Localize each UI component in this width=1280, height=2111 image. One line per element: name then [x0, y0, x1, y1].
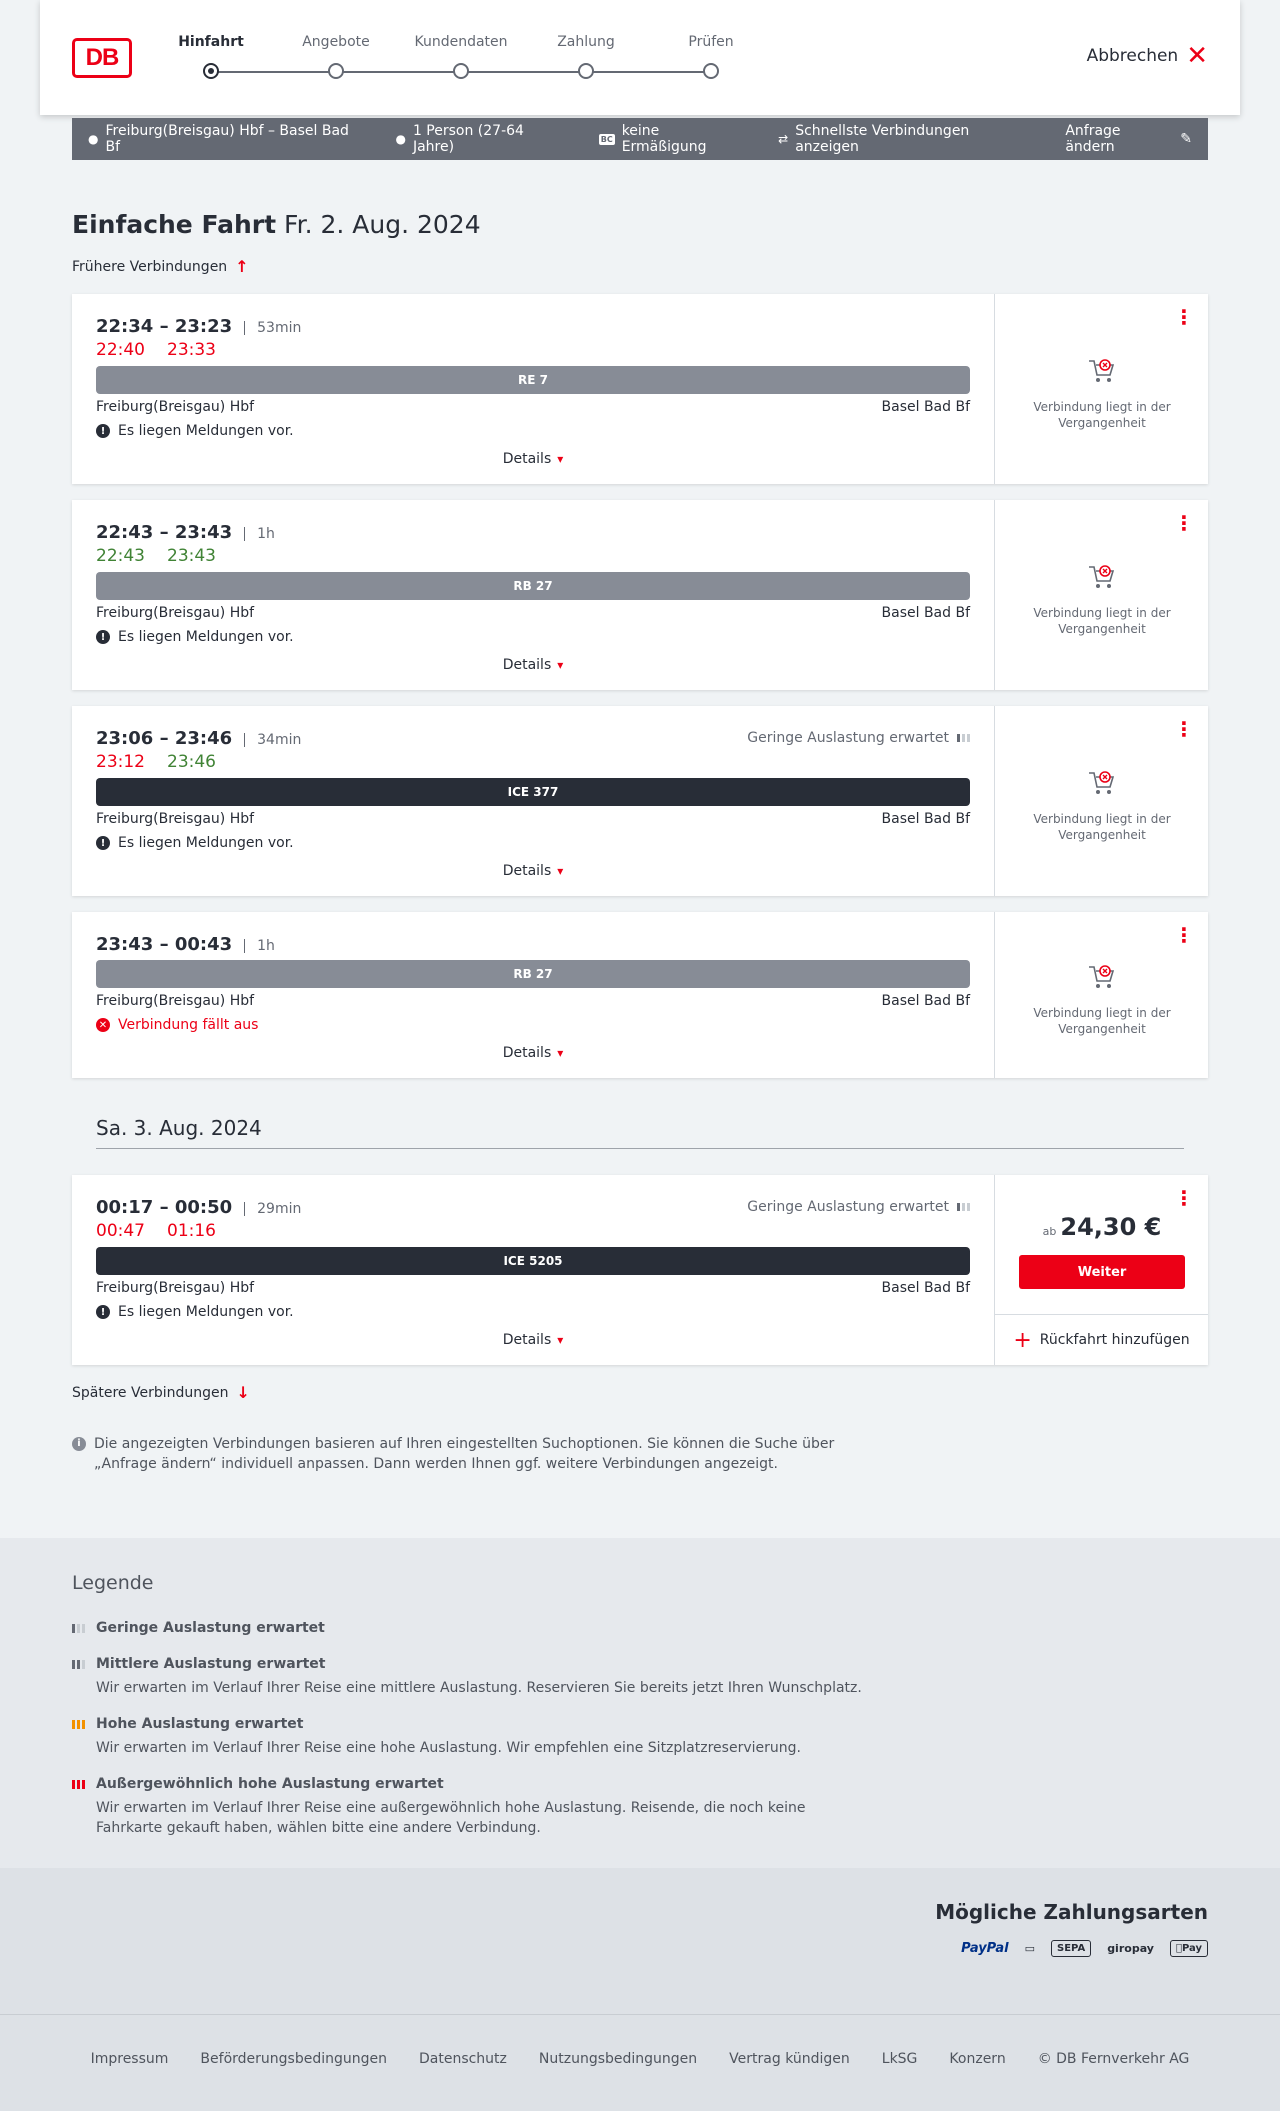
realtime-times: [96, 546, 216, 566]
filter-text: Schnellste Verbindungen anzeigen: [795, 123, 970, 155]
connection-main: [72, 706, 994, 896]
footer-copyright: © DB Fernverkehr AG: [1037, 2051, 1190, 2067]
earlier-connections-link[interactable]: [72, 257, 249, 276]
exclamation-icon: !: [96, 1305, 110, 1319]
step-dot: [578, 63, 594, 79]
add-return-label: Rückfahrt hinzufügen: [1039, 1332, 1190, 1348]
date-separator: Sa. 3. Aug. 2024: [96, 1116, 1184, 1149]
legend-item-title: Geringe Auslastung erwartet: [96, 1620, 325, 1636]
arrival-station: Basel Bad Bf: [881, 1280, 970, 1296]
legend-item-title: Mittlere Auslastung erwartet: [96, 1656, 326, 1672]
legend-item-text: Wir erwarten im Verlauf Ihrer Reise eine mittlere Auslastung. Reservieren Sie bereits jetzt Ihren Wunschplatz.: [96, 1680, 862, 1696]
occupancy-high-icon: [72, 1720, 86, 1729]
exclamation-icon: !: [96, 630, 110, 644]
connection-card: [72, 912, 1208, 1078]
giropay-icon: giropay: [1107, 1942, 1154, 1955]
realtime-times: [96, 752, 216, 772]
trip-type: Einfache Fahrt: [72, 210, 277, 239]
later-connections-link[interactable]: [72, 1383, 250, 1402]
step-dot: [453, 63, 469, 79]
connection-card: [72, 1175, 1208, 1365]
arrival-station: Basel Bad Bf: [881, 811, 970, 827]
occupancy-low-icon: [957, 1203, 970, 1211]
notice-text: Es liegen Meldungen vor.: [118, 835, 294, 851]
connection-times: [96, 316, 301, 337]
chevron-down-icon: ▾: [557, 658, 564, 672]
payment-icons: [961, 1940, 1208, 1957]
cancel-circle-icon: ✕: [96, 1018, 110, 1032]
step-zahlung: Zahlung: [557, 34, 615, 50]
details-label: Details: [502, 863, 552, 879]
travel-date: Fr. 2. Aug. 2024: [284, 210, 481, 239]
connection-times: [96, 728, 301, 749]
chevron-down-icon: ▾: [557, 452, 564, 466]
departure-station: Freiburg(Breisgau) Hbf: [96, 605, 255, 621]
details-toggle[interactable]: [72, 657, 994, 673]
realtime-arrival: 23:33: [167, 340, 216, 360]
earlier-connections-label: Frühere Verbindungen: [72, 258, 228, 275]
cart-unavailable-icon: [1086, 962, 1118, 992]
sepa-icon: SEPA: [1051, 1940, 1091, 1957]
occupancy-text: Geringe Auslastung erwartet: [747, 1199, 949, 1215]
connection-times: [96, 934, 275, 955]
occupancy-medium-icon: [72, 1660, 86, 1669]
details-toggle[interactable]: [72, 863, 994, 879]
plus-icon: +: [1013, 1327, 1032, 1353]
duration: 29min: [244, 1202, 301, 1216]
departure-station: Freiburg(Breisgau) Hbf: [96, 399, 255, 415]
cart-unavailable-icon: [1086, 562, 1118, 592]
legend-item-medium: [72, 1656, 872, 1698]
occupancy-very-high-icon: [72, 1780, 86, 1789]
apple-pay-label: Pay: [1181, 1943, 1202, 1954]
realtime-departure: 22:40: [96, 340, 145, 360]
footer-link-vertrag-kuendigen[interactable]: Vertrag kündigen: [729, 2051, 850, 2067]
messages-notice: [96, 1304, 294, 1320]
arrow-up-icon: ↑: [235, 257, 249, 276]
person-icon: ●: [395, 132, 406, 146]
more-options-icon[interactable]: ⋮: [1174, 511, 1194, 535]
arrow-down-icon: ↓: [236, 1383, 250, 1402]
cart-unavailable-icon: [1086, 768, 1118, 798]
more-options-icon[interactable]: ⋮: [1174, 305, 1194, 329]
page-title: [72, 210, 481, 239]
occupancy-text: Geringe Auslastung erwartet: [747, 730, 949, 746]
departure-station: Freiburg(Breisgau) Hbf: [96, 811, 255, 827]
travelers-text: 1 Person (27-64 Jahre): [412, 123, 524, 155]
train-bar[interactable]: RB 27: [96, 572, 970, 600]
details-label: Details: [502, 1332, 552, 1348]
notice-text: Es liegen Meldungen vor.: [118, 1304, 294, 1320]
price-prefix: ab: [1042, 1225, 1057, 1238]
swap-arrows-icon: ⇄: [778, 132, 789, 146]
past-connection-notice: Verbindung liegt in der Vergangenheit: [1033, 1006, 1171, 1036]
footer-link-befoerderungsbedingungen[interactable]: Beförderungsbedingungen: [200, 2051, 387, 2067]
realtime-departure: 00:47: [96, 1221, 145, 1241]
price-value: 24,30 €: [1060, 1213, 1162, 1241]
notice-text: Es liegen Meldungen vor.: [118, 423, 294, 439]
scheduled-times: 22:34 – 23:23: [96, 316, 233, 337]
footer-link-nutzungsbedingungen[interactable]: Nutzungsbedingungen: [538, 2051, 698, 2067]
messages-notice: [96, 423, 294, 439]
change-request-label: Anfrage ändern: [1065, 123, 1121, 155]
route-text: Freiburg(Breisgau) Hbf – Basel Bad Bf: [105, 123, 349, 155]
scheduled-times: 22:43 – 23:43: [96, 522, 233, 543]
connection-times: [96, 1197, 301, 1218]
duration: 1h: [244, 939, 275, 953]
connection-card: [72, 500, 1208, 690]
details-label: Details: [502, 1045, 552, 1061]
search-summary-bar: [72, 118, 1208, 160]
connection-side: [994, 912, 1208, 1078]
footer-link-datenschutz[interactable]: Datenschutz: [418, 2051, 507, 2067]
scheduled-times: 23:43 – 00:43: [96, 934, 233, 955]
cancellation-notice: [96, 1017, 258, 1033]
step-kundendaten: Kundendaten: [414, 34, 508, 50]
chevron-down-icon: ▾: [557, 864, 564, 878]
db-logo[interactable]: DB: [72, 38, 132, 78]
connection-main: [72, 500, 994, 690]
route-summary: [88, 123, 363, 155]
step-dot: [703, 63, 719, 79]
info-icon: i: [72, 1437, 86, 1451]
exclamation-icon: !: [96, 836, 110, 850]
scheduled-times: 00:17 – 00:50: [96, 1197, 233, 1218]
messages-notice: [96, 629, 294, 645]
legend-item-text: Wir erwarten im Verlauf Ihrer Reise eine außergewöhnlich hohe Auslastung. Reisende, die noch keine Fahrkarte gekauft haben, wählen bitte eine andere Verbindung.: [96, 1800, 806, 1836]
realtime-arrival: 23:46: [167, 752, 216, 772]
continue-button[interactable]: Weiter: [1019, 1255, 1185, 1289]
connection-side: [994, 1175, 1208, 1365]
train-bar[interactable]: ICE 377: [96, 778, 970, 806]
cart-unavailable-icon: [1086, 356, 1118, 386]
step-hinfahrt: Hinfahrt: [178, 34, 244, 50]
realtime-times: [96, 1221, 216, 1241]
filter-summary: [778, 123, 1033, 155]
connection-main: [72, 294, 994, 484]
realtime-times: [96, 340, 216, 360]
train-bar[interactable]: RB 27: [96, 960, 970, 988]
cancel-button[interactable]: [1086, 41, 1208, 71]
past-connection-notice: Verbindung liegt in der Vergangenheit: [1033, 400, 1171, 430]
details-toggle[interactable]: [72, 1045, 994, 1061]
credit-card-icon: ▭: [1024, 1942, 1035, 1955]
details-label: Details: [502, 657, 552, 673]
close-icon: ✕: [1186, 41, 1208, 71]
occupancy-low-icon: [72, 1624, 86, 1633]
notice-text: Verbindung fällt aus: [118, 1017, 259, 1033]
duration: 53min: [244, 321, 301, 335]
connection-main: [72, 1175, 994, 1365]
messages-notice: [96, 835, 294, 851]
occupancy-indicator: [747, 730, 970, 746]
paypal-icon: PayPal: [961, 1941, 1009, 1956]
price: [995, 1213, 1209, 1241]
more-options-icon[interactable]: ⋮: [1174, 1186, 1194, 1210]
departure-station: Freiburg(Breisgau) Hbf: [96, 993, 255, 1009]
past-connection-notice: Verbindung liegt in der Vergangenheit: [1033, 606, 1171, 636]
departure-station: Freiburg(Breisgau) Hbf: [96, 1280, 255, 1296]
legend-item-title: Außergewöhnlich hohe Auslastung erwartet: [96, 1776, 444, 1792]
train-bar[interactable]: RE 7: [96, 366, 970, 394]
legend-item-high: [72, 1716, 872, 1758]
chevron-down-icon: ▾: [557, 1333, 564, 1347]
traveler-summary: [395, 123, 566, 155]
bahncard-icon: BC: [600, 134, 613, 144]
connection-card: [72, 294, 1208, 484]
connection-card: [72, 706, 1208, 896]
connection-times: [96, 522, 275, 543]
discount-text: keine Ermäßigung: [621, 123, 707, 155]
legend-item-very-high: [72, 1776, 872, 1838]
footer-link-lksg[interactable]: LkSG: [881, 2051, 918, 2067]
step-pruefen: Prüfen: [688, 34, 734, 50]
change-request-button[interactable]: [1065, 123, 1192, 155]
duration: 34min: [244, 733, 301, 747]
later-connections-label: Spätere Verbindungen: [72, 1384, 229, 1401]
connection-side: [994, 706, 1208, 896]
occupancy-low-icon: [957, 734, 970, 742]
realtime-departure: 22:43: [96, 546, 145, 566]
scheduled-times: 23:06 – 23:46: [96, 728, 233, 749]
discount-summary: [599, 123, 746, 155]
more-options-icon[interactable]: ⋮: [1174, 717, 1194, 741]
realtime-arrival: 01:16: [167, 1221, 216, 1241]
connection-side: [994, 500, 1208, 690]
arrival-station: Basel Bad Bf: [881, 399, 970, 415]
footer-link-impressum[interactable]: Impressum: [90, 2051, 169, 2067]
past-connection-notice: Verbindung liegt in der Vergangenheit: [1033, 812, 1171, 842]
pencil-icon: ✎: [1180, 131, 1192, 147]
step-angebote: Angebote: [302, 34, 370, 50]
connection-main: [72, 912, 994, 1078]
footer: [0, 2015, 1280, 2111]
info-text: Die angezeigten Verbindungen basieren auf Ihren eingestellten Suchoptionen. Sie können die Suche über „Anfrage ändern“ individuell anpassen. Dann werden Ihnen ggf. weitere Verbindungen angezeigt.: [94, 1436, 835, 1472]
legend-title: Legende: [72, 1572, 154, 1594]
cancel-label: Abbrechen: [1086, 46, 1179, 66]
location-pin-icon: ●: [88, 132, 99, 146]
details-toggle[interactable]: [72, 1332, 994, 1348]
legend-item-low: [72, 1620, 872, 1636]
more-options-icon[interactable]: ⋮: [1174, 923, 1194, 947]
chevron-down-icon: ▾: [557, 1046, 564, 1060]
add-return-button[interactable]: [995, 1314, 1208, 1365]
legend-item-title: Hohe Auslastung erwartet: [96, 1716, 304, 1732]
legend-section: [0, 1538, 1280, 1868]
duration: 1h: [244, 527, 275, 541]
arrival-station: Basel Bad Bf: [881, 993, 970, 1009]
footer-link-konzern[interactable]: Konzern: [949, 2051, 1006, 2067]
exclamation-icon: !: [96, 424, 110, 438]
notice-text: Es liegen Meldungen vor.: [118, 629, 294, 645]
step-dot: [328, 63, 344, 79]
step-dot-active: [203, 63, 219, 79]
payment-title: Mögliche Zahlungsarten: [935, 1900, 1208, 1924]
occupancy-indicator: [747, 1199, 970, 1215]
realtime-arrival: 23:43: [167, 546, 216, 566]
details-toggle[interactable]: [72, 451, 994, 467]
header: [40, 0, 1240, 115]
arrival-station: Basel Bad Bf: [881, 605, 970, 621]
train-bar[interactable]: ICE 5205: [96, 1247, 970, 1275]
search-info-notice: [72, 1434, 852, 1474]
legend-item-text: Wir erwarten im Verlauf Ihrer Reise eine hohe Auslastung. Wir empfehlen eine Sitzplatzreservierung.: [96, 1740, 801, 1756]
connection-side: [994, 294, 1208, 484]
realtime-departure: 23:12: [96, 752, 145, 772]
apple-pay-icon: [1170, 1940, 1208, 1957]
details-label: Details: [502, 451, 552, 467]
payment-methods-section: [0, 1868, 1280, 2015]
